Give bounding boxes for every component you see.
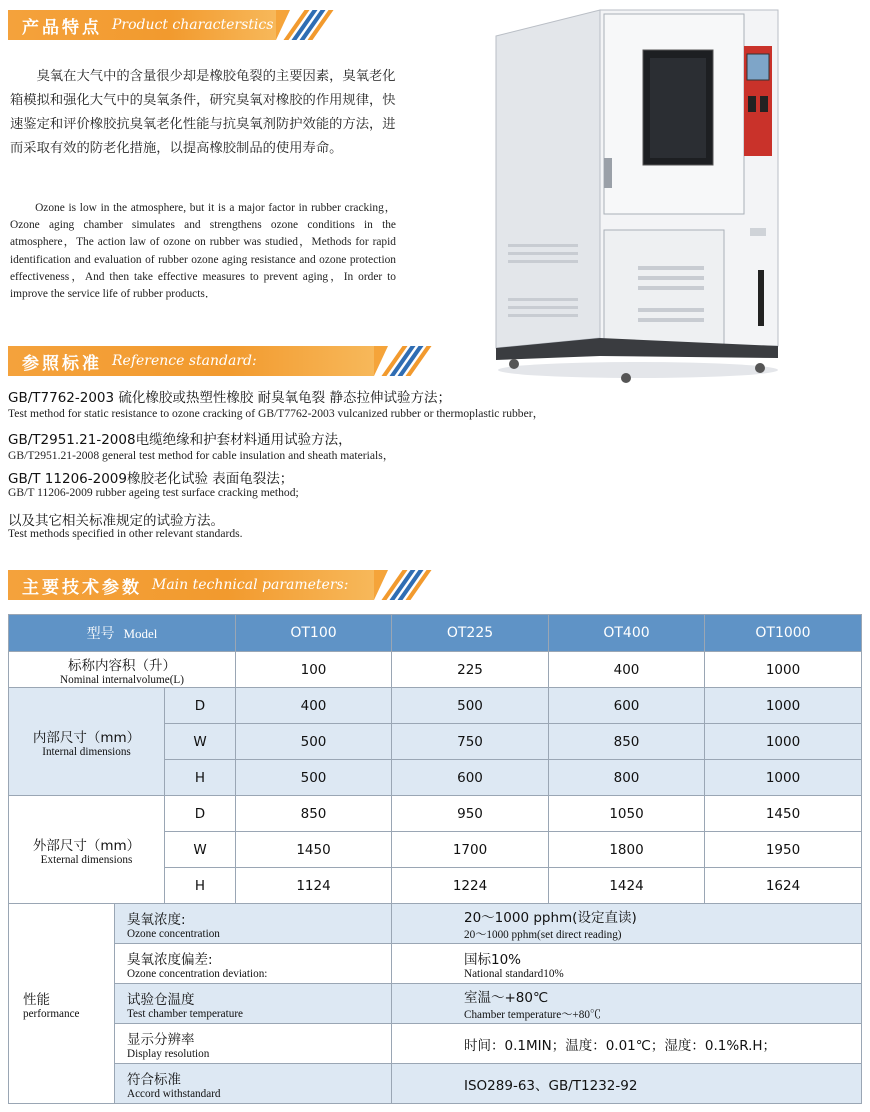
table-cell: 400 (236, 688, 392, 724)
table-cell: 850 (236, 796, 392, 832)
perf-value-cn: 室温～+80℃ (464, 989, 549, 1006)
table-row (9, 652, 862, 688)
table-cell: 1000 (705, 652, 862, 688)
table-row (9, 796, 862, 832)
performance-row (9, 1024, 862, 1064)
dim-label: D (165, 796, 236, 832)
section-header-parameters (8, 570, 374, 600)
table-cell: 400 (549, 652, 705, 688)
section-header-product (8, 10, 276, 40)
table-cell: 1800 (549, 832, 705, 868)
standard-3-cn: GB/T 11206-2009橡胶老化试验 表面龟裂法； (8, 471, 294, 487)
intro-en: Ozone is low in the atmosphere, but it is a major factor in rubber cracking，Ozone aging chamber simulates and strengthens ozone conditions in the atmosphere，The action law of ozone on rubber was studied，Methods for rapid identification and evaluation of rubber ozone aging resistance and ozone protection effectiveness，And then take effective measures to prevent aging，In order to improve the service life of rubber products． (10, 202, 396, 301)
perf-item-label (115, 1024, 392, 1064)
standard-2-cn: GB/T2951.21-2008电缆绝缘和护套材料通用试验方法， (8, 432, 352, 448)
table-cell: 1050 (549, 796, 705, 832)
table-cell: 1000 (705, 688, 862, 724)
dim-label: H (165, 868, 236, 904)
stripes-icon (288, 10, 328, 40)
volume-label-en: Nominal internalvolume(L) (60, 673, 184, 686)
perf-item-value (392, 1064, 862, 1104)
standard-4-en: Test methods specified in other relevant standards. (8, 527, 243, 540)
standard-4-cn: 以及其它相关标准规定的试验方法。 (8, 513, 224, 529)
external-label (9, 796, 165, 904)
perf-item-value (392, 904, 862, 944)
performance-row (9, 984, 862, 1024)
perf-item-label (115, 984, 392, 1024)
table-cell: 600 (392, 760, 549, 796)
table-cell: 500 (236, 760, 392, 796)
model-label-cn: 型号 (86, 626, 115, 642)
perf-label-en: Ozone concentration (127, 927, 220, 940)
volume-label-cn: 标称内容积（升） (68, 657, 176, 674)
table-cell: 800 (549, 760, 705, 796)
performance-label-en: performance (23, 1007, 80, 1020)
performance-row (9, 944, 862, 984)
model-header (9, 615, 236, 652)
parameters-table (8, 614, 862, 1104)
section-title-en: Reference standard: (112, 353, 257, 369)
perf-item-label (115, 944, 392, 984)
section-title-en: Main technical parameters: (152, 577, 349, 593)
table-cell: 1950 (705, 832, 862, 868)
perf-label-en: Ozone concentration deviation: (127, 967, 268, 980)
perf-item-label (115, 904, 392, 944)
performance-label (9, 904, 115, 1104)
table-cell: 1224 (392, 868, 549, 904)
dim-label: H (165, 760, 236, 796)
performance-row (9, 1064, 862, 1104)
table-cell: 500 (236, 724, 392, 760)
stripes-icon (386, 346, 426, 376)
table-cell: 850 (549, 724, 705, 760)
dim-label: W (165, 832, 236, 868)
dim-label: D (165, 688, 236, 724)
perf-label-cn: 臭氧浓度: (127, 911, 186, 928)
section-title-cn: 主要技术参数 (22, 577, 142, 598)
perf-value-en: Chamber temperature～+80℃ (464, 1008, 602, 1021)
table-cell: 100 (236, 652, 392, 688)
model-ot100: OT100 (236, 615, 392, 652)
perf-label-cn: 臭氧浓度偏差: (127, 951, 213, 968)
perf-value-cn: ISO289-63、GB/T1232-92 (464, 1077, 638, 1094)
intro-cn: 臭氧在大气中的含量很少却是橡胶龟裂的主要因素，臭氧老化箱模拟和强化大气中的臭氧条件，研究臭氧对橡胶的作用规律，快速鉴定和评价橡胶抗臭氧老化性能与抗臭氧剂防护效能的方法，进而采取有效的防老化措施，以提高橡胶制品的使用寿命。 (10, 69, 396, 156)
model-ot1000: OT1000 (705, 615, 862, 652)
section-header-reference (8, 346, 374, 376)
table-cell: 1624 (705, 868, 862, 904)
external-label-cn: 外部尺寸（mm） (32, 837, 141, 854)
table-cell: 750 (392, 724, 549, 760)
table-cell: 1000 (705, 724, 862, 760)
table-cell: 1450 (236, 832, 392, 868)
table-cell: 1124 (236, 868, 392, 904)
table-cell: 500 (392, 688, 549, 724)
perf-label-cn: 试验仓温度 (127, 991, 195, 1008)
table-cell: 1424 (549, 868, 705, 904)
external-label-en: External dimensions (40, 853, 133, 866)
perf-label-en: Test chamber temperature (127, 1007, 244, 1020)
perf-item-value (392, 1024, 862, 1064)
perf-value-cn: 国标10% (464, 951, 522, 968)
model-ot225: OT225 (392, 615, 549, 652)
table-cell: 1450 (705, 796, 862, 832)
stripes-icon (386, 570, 426, 600)
ozone-chamber-image (488, 8, 784, 388)
table-cell: 600 (549, 688, 705, 724)
performance-label-cn: 性能 (23, 991, 50, 1008)
table-cell: 1700 (392, 832, 549, 868)
perf-label-cn: 显示分辨率 (127, 1031, 195, 1048)
table-cell: 1000 (705, 760, 862, 796)
internal-label-en: Internal dimensions (42, 745, 131, 758)
perf-label-en: Display resolution (127, 1047, 210, 1060)
perf-value-en: 20～1000 pphm(set direct reading) (464, 928, 622, 941)
standard-2-en: GB/T2951.21-2008 general test method for cable insulation and sheath materials， (8, 449, 395, 462)
model-ot400: OT400 (549, 615, 705, 652)
perf-item-value (392, 944, 862, 984)
performance-row (9, 904, 862, 944)
table-cell: 950 (392, 796, 549, 832)
perf-item-value (392, 984, 862, 1024)
model-label-en: Model (123, 626, 158, 641)
standard-1-en: Test method for static resistance to ozone cracking of GB/T7762-2003 vulcanized rubber or thermoplastic rubber， (8, 407, 545, 420)
perf-value-cn: 时间：0.1MIN；温度：0.01℃；湿度：0.1%R.H； (464, 1037, 777, 1054)
standard-3-en: GB/T 11206-2009 rubber ageing test surface cracking method; (8, 486, 299, 499)
perf-value-cn: 20～1000 pphm(设定直读) (464, 909, 637, 926)
section-title-cn: 产品特点 (22, 17, 102, 38)
volume-label (9, 652, 236, 688)
table-cell: 225 (392, 652, 549, 688)
perf-label-en: Accord withstandard (127, 1087, 221, 1100)
dim-label: W (165, 724, 236, 760)
perf-item-label (115, 1064, 392, 1104)
table-row (9, 688, 862, 724)
perf-value-en: National standard10% (464, 967, 564, 980)
table-header-row (9, 615, 862, 652)
standard-1-cn: GB/T7762-2003 硫化橡胶或热塑性橡胶 耐臭氧龟裂 静态拉伸试验方法； (8, 390, 451, 406)
internal-label (9, 688, 165, 796)
internal-label-cn: 内部尺寸（mm） (32, 729, 141, 746)
section-title-cn: 参照标准 (22, 353, 102, 374)
section-title-en: Product characterstics (112, 17, 274, 33)
perf-label-cn: 符合标准 (127, 1071, 181, 1088)
